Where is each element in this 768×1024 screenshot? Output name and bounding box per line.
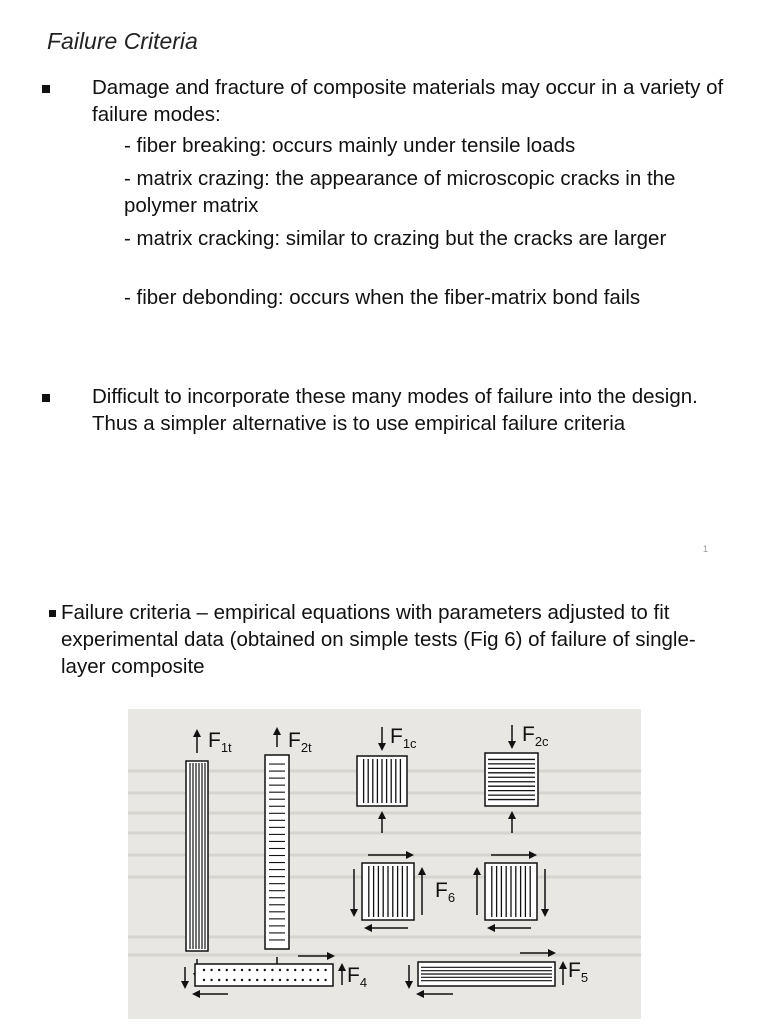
label-f2c-sub: 2c xyxy=(534,734,549,749)
specimen-in-plane-shear xyxy=(354,855,545,928)
svg-text:F1t xyxy=(208,729,232,755)
specimen-longitudinal-compression xyxy=(357,725,417,833)
bullet-failure-modes: Damage and fracture of composite materials may occur in a variety of failure modes: xyxy=(92,76,724,126)
label-f5-sub: 5 xyxy=(580,970,589,985)
label-f4: F xyxy=(347,964,360,987)
bullet-marker xyxy=(42,394,50,402)
label-f2c: F xyxy=(522,723,535,746)
specimen-transverse-shear-f4 xyxy=(185,956,367,994)
label-f1t: F xyxy=(208,729,221,752)
slide-2 xyxy=(0,572,768,1024)
mode-fiber-breaking: - fiber breaking: occurs mainly under tensile loads xyxy=(124,134,576,157)
label-f4-sub: 4 xyxy=(359,975,368,990)
page-number: 1 xyxy=(703,544,709,554)
svg-text:F4 xyxy=(347,964,367,990)
failure-tests-figure xyxy=(128,709,641,1019)
failure-tests-diagram xyxy=(128,709,641,1019)
bullet-failure-criteria-definition: Failure criteria – empirical equations with parameters adjusted to fit experimental data (obtained on simple tests (Fig 6) of failure of single-layer composite xyxy=(61,601,696,678)
svg-text:F2c xyxy=(522,723,549,749)
bullet-marker xyxy=(42,85,50,93)
bullet-empirical-criteria: Difficult to incorporate these many modes of failure into the design. Thus a simpler alternative is to use empirical failure criteria xyxy=(92,385,698,435)
svg-text:F2t xyxy=(288,729,312,755)
bullet-marker xyxy=(49,610,56,617)
mode-matrix-crazing: - matrix crazing: the appearance of microscopic cracks in the polymer matrix xyxy=(124,167,676,217)
svg-text:F5 xyxy=(568,959,588,985)
label-f1c: F xyxy=(390,725,403,748)
slide-title: Failure Criteria xyxy=(47,28,198,54)
label-f1t-sub: 1t xyxy=(220,740,232,755)
specimen-transverse-compression xyxy=(485,723,549,833)
mode-matrix-cracking: - matrix cracking: similar to crazing but the cracks are larger xyxy=(124,227,667,250)
svg-text:F6 xyxy=(435,879,455,905)
label-f5: F xyxy=(568,959,581,982)
label-f2t: F xyxy=(288,729,301,752)
mode-fiber-debonding: - fiber debonding: occurs when the fiber-matrix bond fails xyxy=(124,286,641,309)
label-f6: F xyxy=(435,879,448,902)
specimen-transverse-shear-f5 xyxy=(409,953,588,994)
svg-text:F1c xyxy=(390,725,417,751)
label-f1c-sub: 1c xyxy=(402,736,417,751)
label-f2t-sub: 2t xyxy=(300,740,312,755)
label-f6-sub: 6 xyxy=(447,890,456,905)
